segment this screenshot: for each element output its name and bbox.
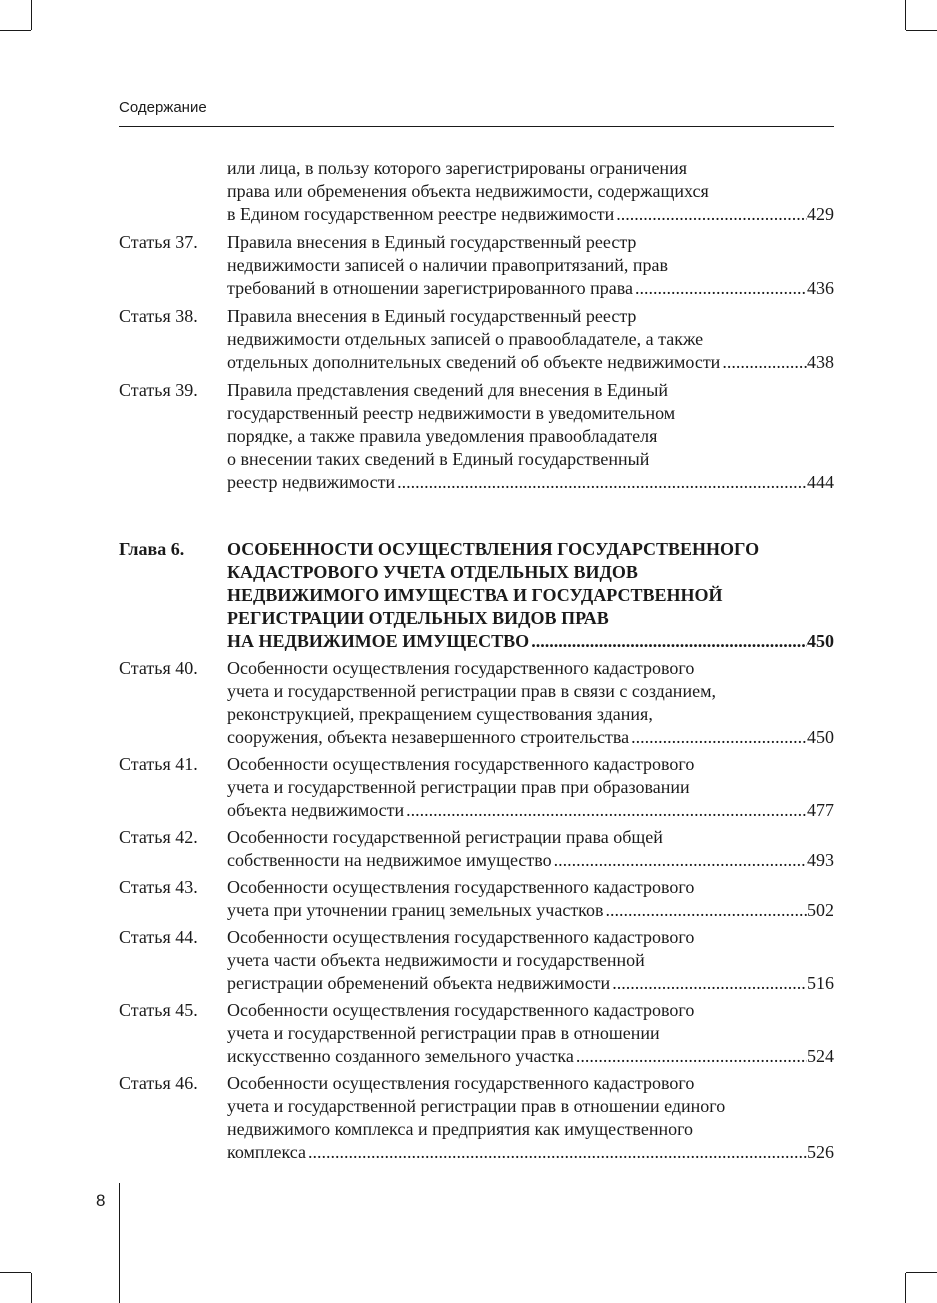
toc-entry-label: Статья 42. xyxy=(119,827,198,847)
toc-title-last-line xyxy=(227,277,834,300)
dot-leader xyxy=(404,799,807,822)
toc-page-number: 438 xyxy=(807,352,834,372)
toc-page-number: 526 xyxy=(807,1142,834,1162)
toc-entry xyxy=(119,657,834,749)
toc-entry-title xyxy=(227,753,834,822)
toc-title-line: порядке, а также правила уведомления правообладателя xyxy=(227,426,658,446)
toc-entry xyxy=(119,1072,834,1164)
dot-leader xyxy=(574,1045,807,1068)
toc-title-line: государственный реестр недвижимости в уведомительном xyxy=(227,403,676,423)
toc-page-number: 493 xyxy=(807,850,834,870)
toc-page-number: 444 xyxy=(807,472,834,492)
toc-title-line: права или обременения объекта недвижимости, содержащихся xyxy=(227,181,709,201)
toc-title-line: о внесении таких сведений в Единый государственный xyxy=(227,449,650,469)
toc-title-line: Особенности государственной регистрации права общей xyxy=(227,827,663,847)
toc-entry-label: Статья 43. xyxy=(119,877,198,897)
toc-entry xyxy=(119,826,834,872)
dot-leader xyxy=(306,1141,807,1164)
footer-rule xyxy=(119,1183,120,1303)
toc-title-line: Особенности осуществления государственного кадастрового xyxy=(227,658,695,678)
crop-mark-bottom-left-horizontal xyxy=(0,1272,31,1273)
toc-title-line: в Едином государственном реестре недвижимости xyxy=(227,204,615,224)
dot-leader xyxy=(633,277,807,300)
toc-title-line: Особенности осуществления государственного кадастрового xyxy=(227,1073,695,1093)
toc-entry xyxy=(119,157,834,226)
toc-title-line: НА НЕДВИЖИМОЕ ИМУЩЕСТВО xyxy=(227,631,530,651)
toc-title-line: учета и государственной регистрации прав в отношении xyxy=(227,1023,660,1043)
crop-mark-bottom-left-vertical xyxy=(31,1273,32,1303)
toc-title-line: Особенности осуществления государственного кадастрового xyxy=(227,877,695,897)
toc-title-last-line xyxy=(227,630,834,653)
toc-title-line: учета и государственной регистрации прав в связи с созданием, xyxy=(227,681,716,701)
dot-leader xyxy=(604,899,807,922)
toc-entry-title xyxy=(227,305,834,374)
toc-entry-title xyxy=(227,379,834,494)
toc-title-line: сооружения, объекта незавершенного строительства xyxy=(227,727,630,747)
crop-mark-top-left-vertical xyxy=(31,0,32,30)
toc-entry xyxy=(119,999,834,1068)
crop-mark-top-right-horizontal xyxy=(906,30,937,31)
toc-title-line: НЕДВИЖИМОГО ИМУЩЕСТВА И ГОСУДАРСТВЕННОЙ xyxy=(227,585,723,605)
toc-entry-title xyxy=(227,926,834,995)
toc-page-number: 436 xyxy=(807,278,834,298)
toc-entry xyxy=(119,231,834,300)
dot-leader xyxy=(529,630,807,653)
toc-entry xyxy=(119,926,834,995)
toc-entry-label: Статья 40. xyxy=(119,658,198,678)
toc-entry-title xyxy=(227,231,834,300)
toc-title-line: требований в отношении зарегистрированного права xyxy=(227,278,634,298)
toc-entry-label: Статья 38. xyxy=(119,306,198,326)
toc-title-line: Особенности осуществления государственного кадастрового xyxy=(227,754,695,774)
toc-entry-title xyxy=(227,157,834,226)
toc-entry-title xyxy=(227,657,834,749)
toc-entry-label: Статья 46. xyxy=(119,1073,198,1093)
toc-entry-title xyxy=(227,1072,834,1164)
running-head: Содержание xyxy=(119,99,207,116)
toc-entry xyxy=(119,753,834,822)
toc-entry-label: Статья 39. xyxy=(119,380,198,400)
toc-title-last-line xyxy=(227,471,834,494)
crop-mark-bottom-right-vertical xyxy=(905,1273,906,1303)
toc-title-line: Особенности осуществления государственного кадастрового xyxy=(227,927,695,947)
toc-title-line: Правила внесения в Единый государственный реестр xyxy=(227,306,637,326)
toc-page-number: 450 xyxy=(807,631,834,651)
toc-title-line: Правила внесения в Единый государственный реестр xyxy=(227,232,637,252)
toc-page-number: 516 xyxy=(807,973,834,993)
toc-title-line: собственности на недвижимое имущество xyxy=(227,850,552,870)
toc-title-line: реестр недвижимости xyxy=(227,472,396,492)
toc-title-last-line xyxy=(227,726,834,749)
toc-page-number: 524 xyxy=(807,1046,834,1066)
dot-leader xyxy=(552,849,807,872)
dot-leader xyxy=(629,726,807,749)
toc-title-line: недвижимого комплекса и предприятия как имущественного xyxy=(227,1119,694,1139)
toc-title-last-line xyxy=(227,849,834,872)
toc-title-line: регистрации обременений объекта недвижимости xyxy=(227,973,611,993)
toc-title-line: ОСОБЕННОСТИ ОСУЩЕСТВЛЕНИЯ ГОСУДАРСТВЕННОГО xyxy=(227,539,760,559)
table-of-contents xyxy=(119,157,834,1164)
toc-title-line: комплекса xyxy=(227,1142,306,1162)
toc-entry-title xyxy=(227,876,834,922)
toc-title-line: учета и государственной регистрации прав в отношении единого xyxy=(227,1096,726,1116)
toc-entry-title xyxy=(227,826,834,872)
toc-title-last-line xyxy=(227,972,834,995)
toc-title-last-line xyxy=(227,799,834,822)
toc-entry-label: Статья 45. xyxy=(119,1000,198,1020)
toc-title-line: учета части объекта недвижимости и государственной xyxy=(227,950,645,970)
toc-title-line: Правила представления сведений для внесения в Единый xyxy=(227,380,669,400)
toc-chapter xyxy=(119,538,834,653)
toc-entry xyxy=(119,876,834,922)
toc-entry-label: Статья 44. xyxy=(119,927,198,947)
page-number: 8 xyxy=(96,1191,106,1210)
crop-mark-top-right-vertical xyxy=(905,0,906,30)
dot-leader xyxy=(614,203,807,226)
toc-title-line: РЕГИСТРАЦИИ ОТДЕЛЬНЫХ ВИДОВ ПРАВ xyxy=(227,608,609,628)
toc-title-line: Особенности осуществления государственного кадастрового xyxy=(227,1000,695,1020)
crop-mark-bottom-right-horizontal xyxy=(906,1272,937,1273)
toc-entry-label: Статья 37. xyxy=(119,232,198,252)
toc-title-line: объекта недвижимости xyxy=(227,800,405,820)
toc-page-number: 450 xyxy=(807,727,834,747)
toc-title-last-line xyxy=(227,1141,834,1164)
toc-title-line: искусственно созданного земельного участка xyxy=(227,1046,574,1066)
toc-title-line: КАДАСТРОВОГО УЧЕТА ОТДЕЛЬНЫХ ВИДОВ xyxy=(227,562,638,582)
toc-entry-label: Глава 6. xyxy=(119,539,185,559)
dot-leader xyxy=(720,351,807,374)
toc-title-last-line xyxy=(227,351,834,374)
toc-entry-title xyxy=(227,999,834,1068)
toc-title-line: отдельных дополнительных сведений об объекте недвижимости xyxy=(227,352,721,372)
toc-page-number: 477 xyxy=(807,800,834,820)
toc-entry-label: Статья 41. xyxy=(119,754,198,774)
toc-title-line: учета и государственной регистрации прав при образовании xyxy=(227,777,690,797)
toc-title-line: реконструкцией, прекращением существования здания, xyxy=(227,704,653,724)
toc-entry xyxy=(119,379,834,494)
toc-title-line: учета при уточнении границ земельных участков xyxy=(227,900,604,920)
dot-leader xyxy=(610,972,807,995)
toc-page-number: 429 xyxy=(807,204,834,224)
toc-title-last-line xyxy=(227,899,834,922)
toc-title-line: недвижимости отдельных записей о правообладателе, а также xyxy=(227,329,704,349)
crop-mark-top-left-horizontal xyxy=(0,30,31,31)
toc-title-line: недвижимости записей о наличии правопритязаний, прав xyxy=(227,255,669,275)
dot-leader xyxy=(395,471,807,494)
toc-title-last-line xyxy=(227,203,834,226)
toc-page-number: 502 xyxy=(807,900,834,920)
toc-entry-title xyxy=(227,538,834,653)
toc-entry xyxy=(119,305,834,374)
toc-title-last-line xyxy=(227,1045,834,1068)
header-rule xyxy=(119,126,834,127)
toc-title-line: или лица, в пользу которого зарегистрированы ограничения xyxy=(227,158,687,178)
